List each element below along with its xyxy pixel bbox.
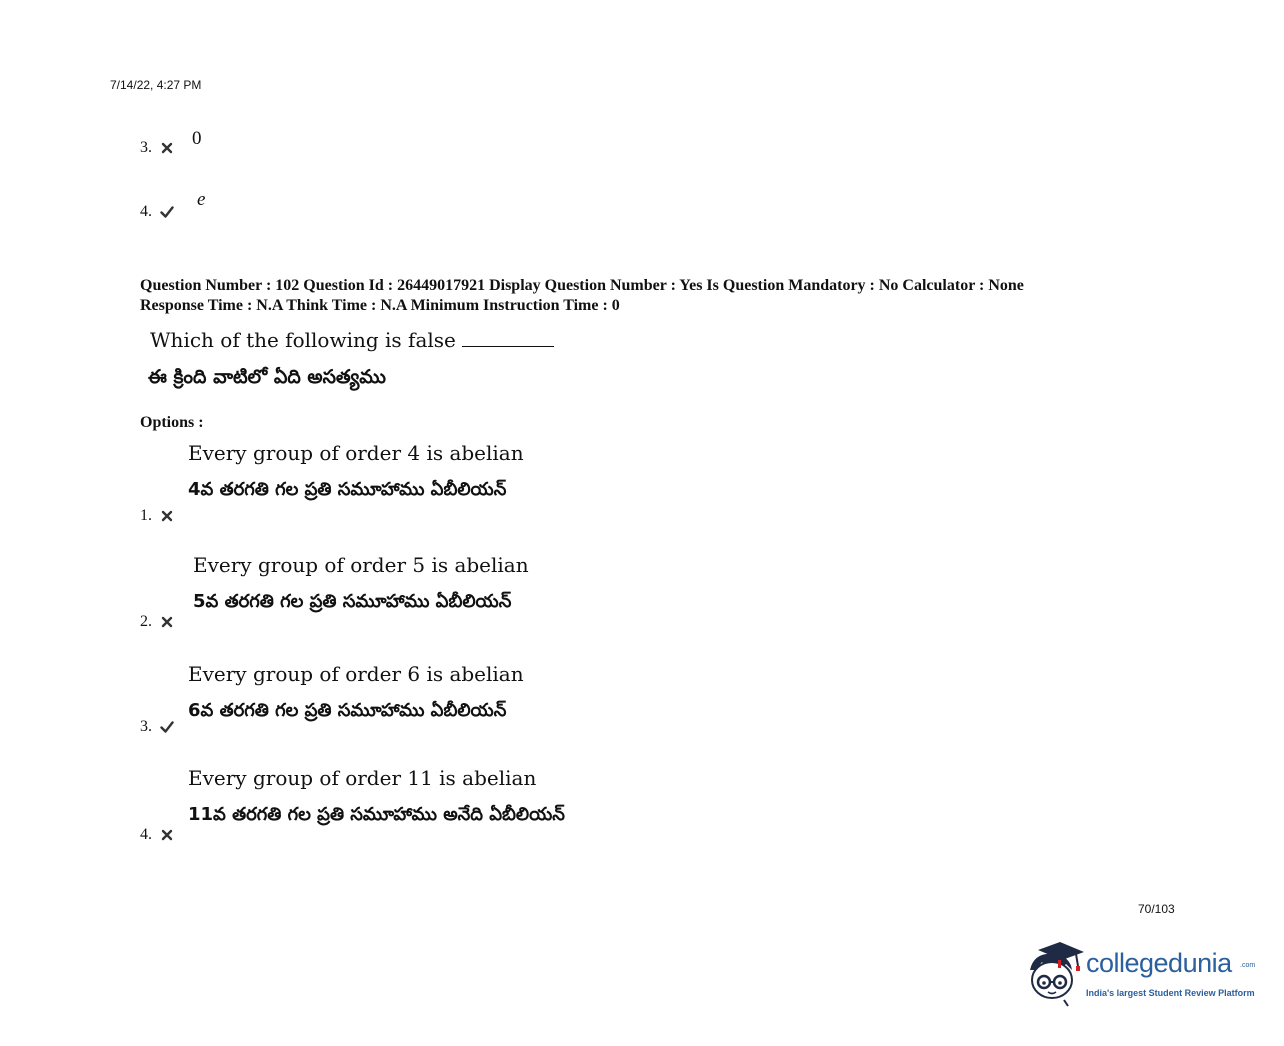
brand-domain-suffix: .com xyxy=(1240,962,1256,969)
check-icon xyxy=(160,720,174,734)
collegedunia-mascot-logo xyxy=(1024,940,1086,1010)
option-2-text-english: Every group of order 5 is abelian xyxy=(193,553,529,577)
prev-option-number: 4. xyxy=(140,203,152,220)
prev-option-4-row xyxy=(140,203,174,221)
question-metadata xyxy=(140,276,1140,316)
answer-blank xyxy=(462,328,554,347)
brand-name: collegedunia xyxy=(1086,948,1232,978)
options-label: Options : xyxy=(140,414,204,431)
question-meta-line-1: Question Number : 102 Question Id : 26449017921 Display Question Number : Yes Is Question Mandatory : No Calculator : None xyxy=(140,277,1024,294)
option-4-marker xyxy=(140,826,174,844)
question-text-english-label: Which of the following is false xyxy=(150,328,456,352)
option-4-text-telugu: 11వ తరగతి గల ప్రతి సమూహాము అనేది ఏబీలియన్ xyxy=(188,804,565,825)
check-icon xyxy=(160,205,174,219)
print-timestamp: 7/14/22, 4:27 PM xyxy=(110,78,202,92)
option-1-marker xyxy=(140,507,174,525)
option-1-text-telugu: 4వ తరగతి గల ప్రతి సమూహాము ఏబీలియన్ xyxy=(188,479,507,500)
prev-option-4-value: e xyxy=(197,189,206,210)
option-number: 2. xyxy=(140,613,152,630)
prev-option-number: 3. xyxy=(140,139,152,156)
cross-icon xyxy=(160,509,174,523)
question-text-telugu: ఈ క్రింది వాటిలో ఏది అసత్యము xyxy=(148,366,386,388)
option-number: 1. xyxy=(140,507,152,524)
cross-icon xyxy=(160,828,174,842)
prev-option-3-row xyxy=(140,139,174,157)
option-3-text-english: Every group of order 6 is abelian xyxy=(188,662,524,686)
option-1-text-english: Every group of order 4 is abelian xyxy=(188,441,524,465)
question-meta-line-2: Response Time : N.A Think Time : N.A Minimum Instruction Time : 0 xyxy=(140,297,620,314)
option-4-text-english: Every group of order 11 is abelian xyxy=(188,766,537,790)
prev-option-3-value: 0 xyxy=(192,128,202,149)
option-2-text-telugu: 5వ తరగతి గల ప్రతి సమూహాము ఏబీలియన్ xyxy=(193,591,512,612)
option-number: 3. xyxy=(140,718,152,735)
page-number: 70/103 xyxy=(1138,902,1175,916)
option-number: 4. xyxy=(140,826,152,843)
cross-icon xyxy=(160,615,174,629)
option-3-text-telugu: 6వ తరగతి గల ప్రతి సమూహాము ఏబీలియన్ xyxy=(188,700,507,721)
option-2-marker xyxy=(140,613,174,631)
question-text-english xyxy=(150,328,554,352)
cross-icon xyxy=(160,141,174,155)
brand-tagline: India's largest Student Review Platform xyxy=(1086,988,1255,998)
option-3-marker xyxy=(140,718,174,736)
